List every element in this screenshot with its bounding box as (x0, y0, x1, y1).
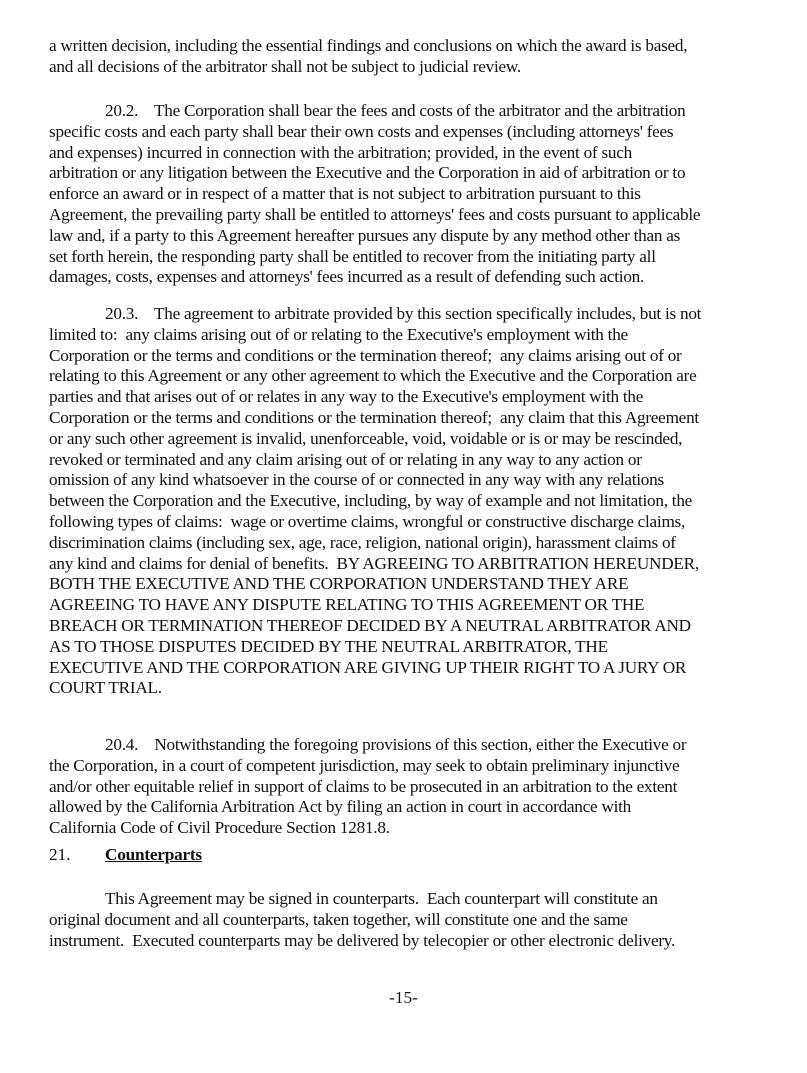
text-line: arbitration or any litigation between the Executive and the Corporation in aid of arbitration or to (49, 163, 686, 183)
text-line: and all decisions of the arbitrator shall not be subject to judicial review. (49, 56, 521, 76)
text-line: Corporation or the terms and conditions or the termination thereof; any claims arising out of or (49, 345, 682, 365)
text-line: and/or other equitable relief in support of claims to be prosecuted in an arbitration to the extent (49, 776, 678, 796)
page-number: -15- (389, 988, 418, 1007)
text-line: AS TO THOSE DISPUTES DECIDED BY THE NEUTRAL ARBITRATOR, THE (49, 636, 608, 656)
text-line: California Code of Civil Procedure Section 1281.8. (49, 818, 390, 838)
text-line: specific costs and each party shall bear their own costs and expenses (including attorneys' fees (49, 121, 674, 141)
text-line: any kind and claims for denial of benefits. BY AGREEING TO ARBITRATION HEREUNDER, (49, 553, 699, 573)
text-line: EXECUTIVE AND THE CORPORATION ARE GIVING UP THEIR RIGHT TO A JURY OR (49, 657, 687, 677)
text-line: 20.4. Notwithstanding the foregoing provisions of this section, either the Executive or (105, 735, 687, 754)
section-title: Counterparts (105, 845, 202, 864)
text-line: Agreement, the prevailing party shall be entitled to attorneys' fees and costs pursuant to applicable (49, 205, 701, 224)
text-line: a written decision, including the essential findings and conclusions on which the award is based, (49, 36, 688, 55)
text-line: following types of claims: wage or overtime claims, wrongful or constructive discharge claims, (49, 512, 686, 531)
text-line: This Agreement may be signed in counterparts. Each counterpart will constitute an (105, 889, 658, 908)
text-line: original document and all counterparts, taken together, will constitute one and the same (49, 909, 628, 929)
text-line: and expenses) incurred in connection with the arbitration; provided, in the event of such (49, 142, 632, 162)
text-line: damages, costs, expenses and attorneys' fees incurred as a result of defending such action. (49, 267, 645, 287)
text-line: 20.2. The Corporation shall bear the fees and costs of the arbitrator and the arbitration (105, 101, 686, 120)
text-line: Corporation or the terms and conditions or the termination thereof; any claim that this Agreement (49, 408, 699, 427)
text-line: 20.3. The agreement to arbitrate provided by this section specifically includes, but is not (105, 304, 702, 323)
section-number: 21. (49, 845, 71, 864)
text-line: BREACH OR TERMINATION THEREOF DECIDED BY A NEUTRAL ARBITRATOR AND (49, 616, 691, 635)
text-line: limited to: any claims arising out of or relating to the Executive's employment with the (49, 324, 628, 344)
text-line: COURT TRIAL. (49, 678, 162, 698)
text-line: between the Corporation and the Executive, including, by way of example and not limitation, the (49, 491, 693, 511)
text-line: set forth herein, the responding party shall be entitled to recover from the initiating party all (49, 246, 656, 266)
text-line: BOTH THE EXECUTIVE AND THE CORPORATION UNDERSTAND THEY ARE (49, 574, 629, 594)
text-line: discrimination claims (including sex, age, race, religion, national origin), harassment claims of (49, 532, 676, 552)
section-heading-21 (49, 845, 769, 866)
text-line: omission of any kind whatsoever in the course of or connected in any way with any relations (49, 470, 664, 490)
text-line: instrument. Executed counterparts may be delivered by telecopier or other electronic delivery. (49, 930, 676, 950)
text-line: law and, if a party to this Agreement hereafter pursues any dispute by any method other than as (49, 225, 681, 245)
text-line: allowed by the California Arbitration Act by filing an action in court in accordance with (49, 797, 631, 817)
text-line: or any such other agreement is invalid, unenforceable, void, voidable or is or may be rescinded, (49, 428, 683, 448)
text-line: relating to this Agreement or any other agreement to which the Executive and the Corporation are (49, 366, 697, 386)
text-line: parties and that arises out of or relates in any way to the Executive's employment with the (49, 387, 644, 407)
text-line: AGREEING TO HAVE ANY DISPUTE RELATING TO THIS AGREEMENT OR THE (49, 595, 645, 615)
text-line: enforce an award or in respect of a matter that is not subject to arbitration pursuant to this (49, 184, 641, 204)
text-line: the Corporation, in a court of competent jurisdiction, may seek to obtain preliminary injunctive (49, 755, 680, 775)
text-line: revoked or terminated and any claim arising out of or relating in any way to any action or (49, 449, 642, 469)
